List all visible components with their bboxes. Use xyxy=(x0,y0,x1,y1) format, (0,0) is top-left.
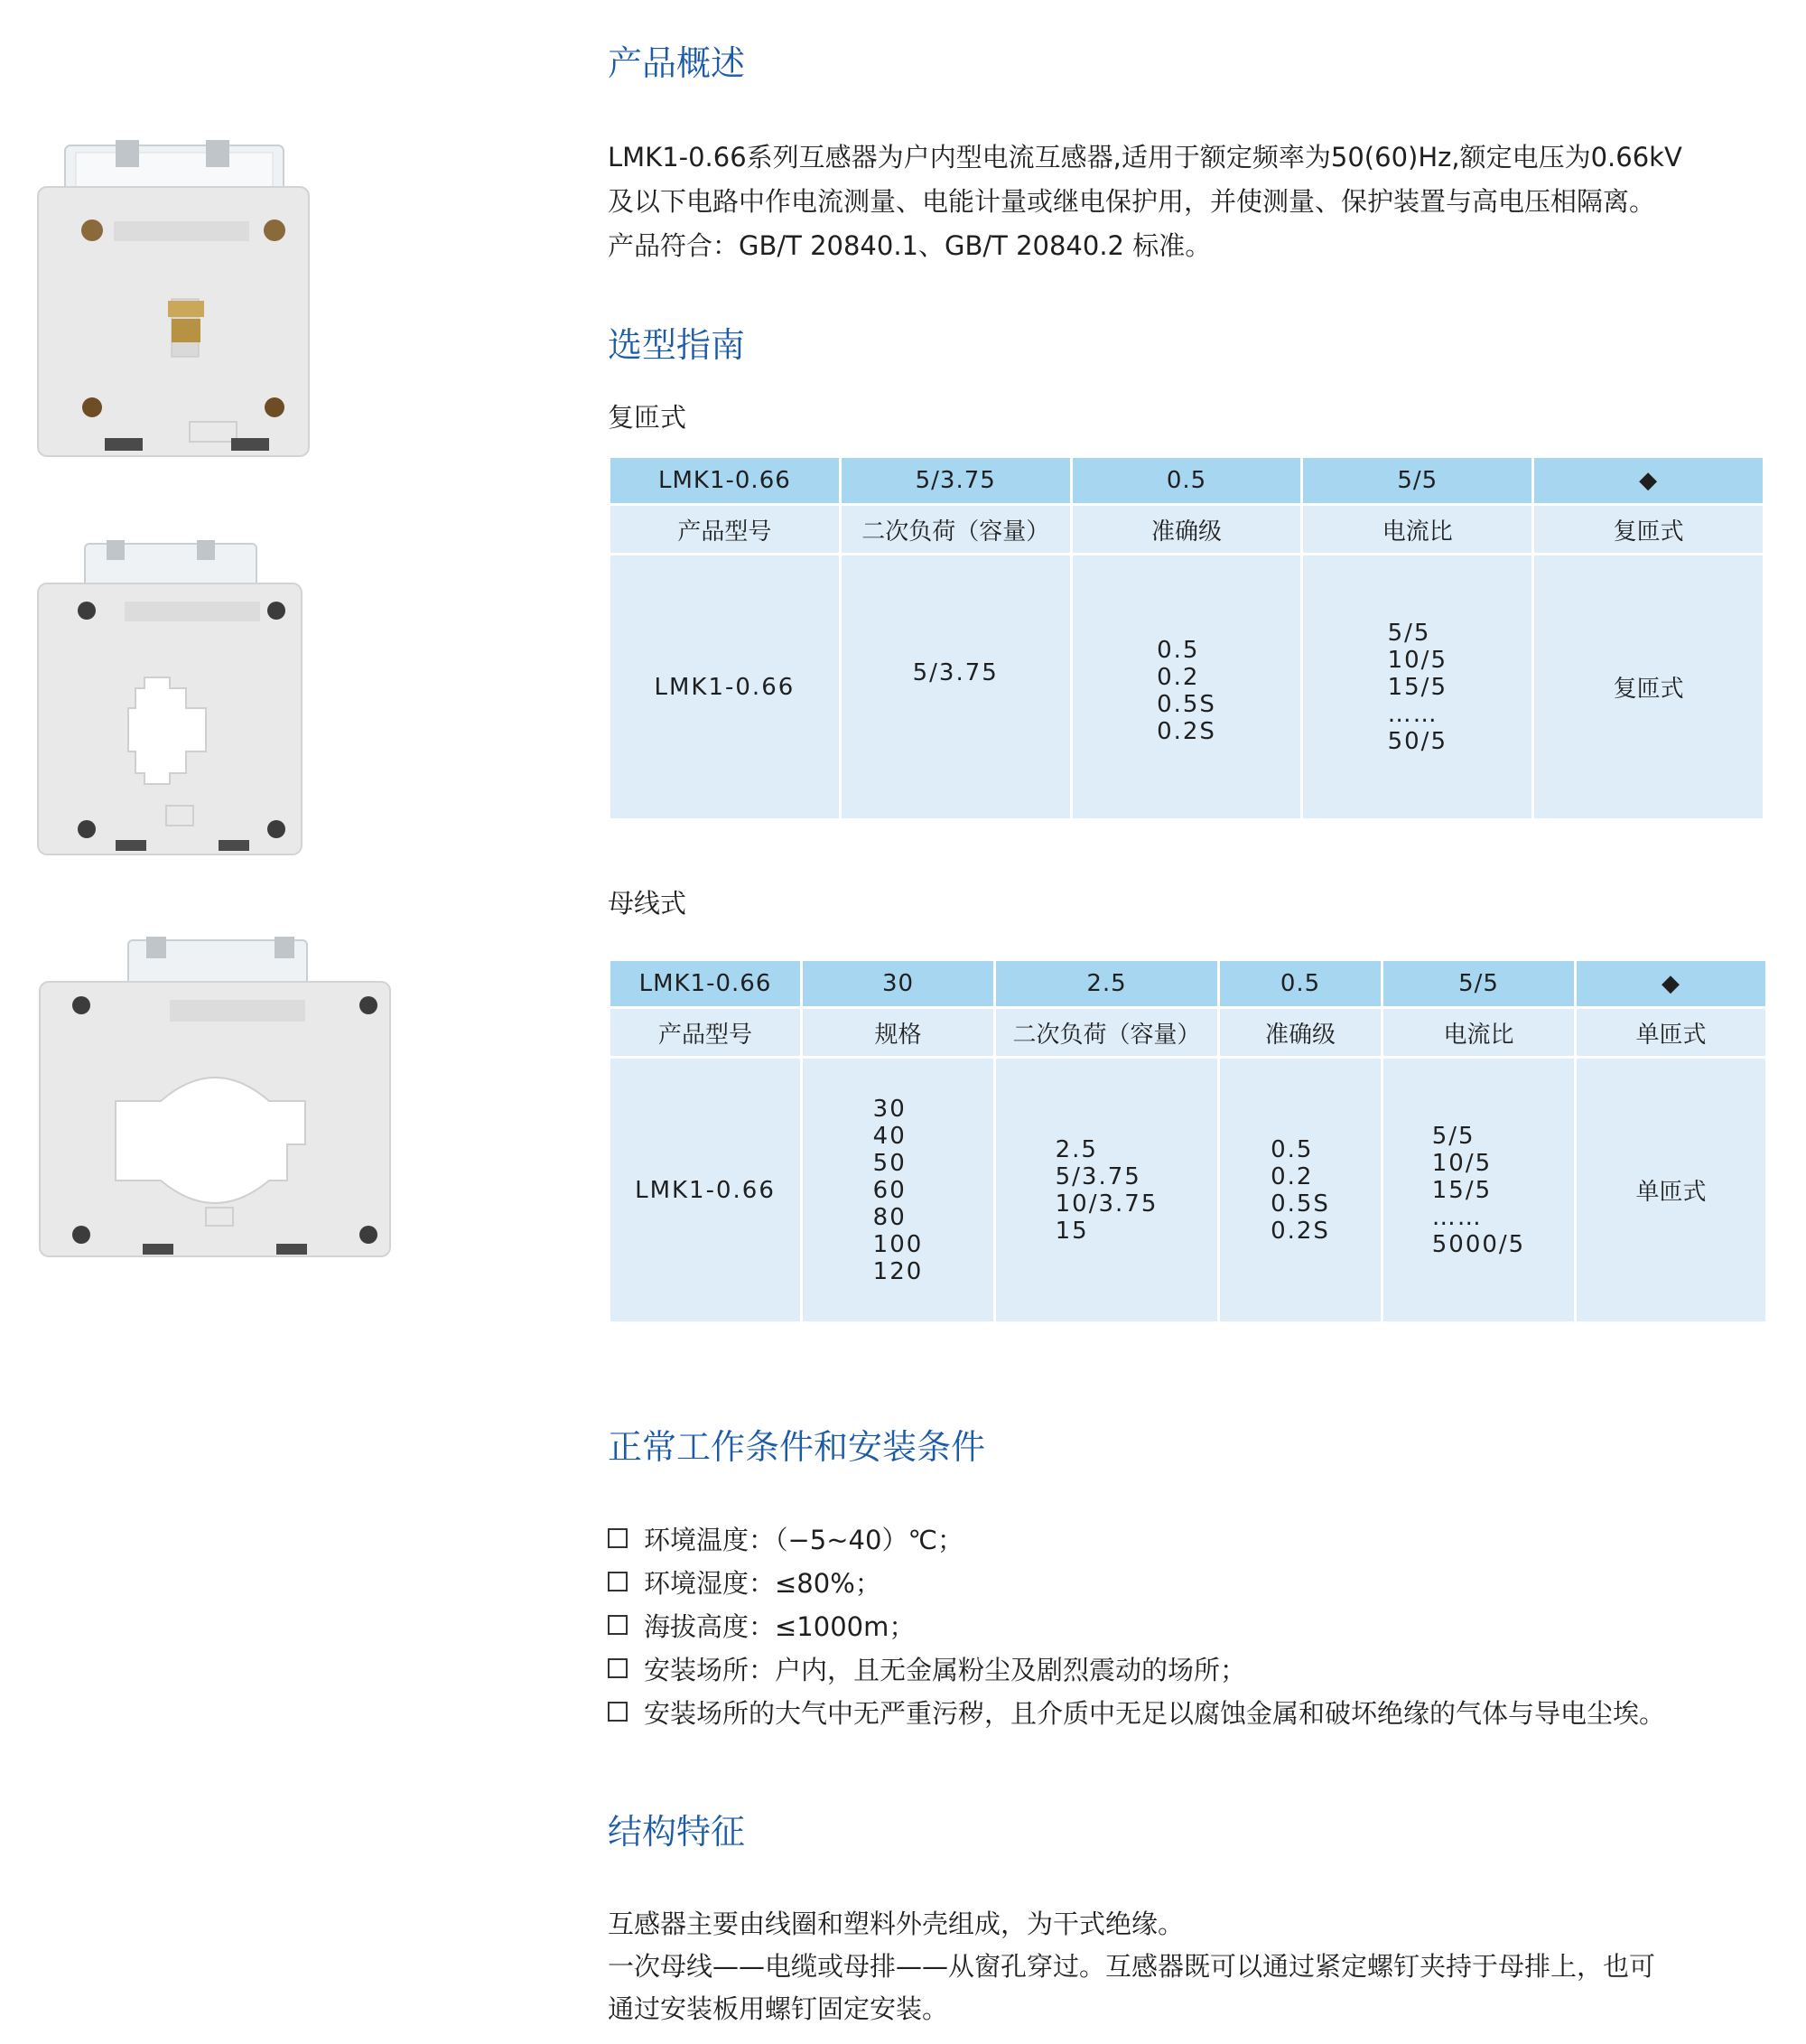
condition-text: 环境温度：（−5~40）℃； xyxy=(644,1524,964,1555)
load-value: 5/3.75 xyxy=(1055,1162,1141,1190)
product-image-multi-turn xyxy=(34,540,305,865)
list-item xyxy=(608,1603,1665,1647)
conditions-list xyxy=(608,1517,1665,1733)
accuracy-value: 0.2 xyxy=(1271,1162,1314,1190)
table-cell: 电流比 xyxy=(1382,1008,1576,1058)
table-header-row xyxy=(610,457,1764,505)
table-header-row xyxy=(610,960,1767,1008)
table-cell: 2.5 xyxy=(995,960,1219,1008)
table-cell: 准确级 xyxy=(1071,505,1302,555)
list-item xyxy=(608,1690,1665,1733)
table-cell: 0.5 xyxy=(1219,960,1382,1008)
accuracy-value: 0.2S xyxy=(1157,717,1216,745)
spec-value: 100 xyxy=(872,1230,924,1258)
selection-title: 选型指南 xyxy=(608,325,746,365)
accuracy-value: 0.5 xyxy=(1157,636,1200,664)
ratio-value: 15/5 xyxy=(1431,1176,1493,1204)
checkbox-icon xyxy=(608,1615,628,1635)
overview-text xyxy=(608,135,1682,268)
ratio-value: 10/5 xyxy=(1387,646,1448,674)
ratio-cell xyxy=(1302,555,1533,820)
table-cell: 30 xyxy=(802,960,995,1008)
table-cell: 产品型号 xyxy=(610,505,841,555)
table-cell: 0.5 xyxy=(1071,457,1302,505)
load-value: 15 xyxy=(1055,1217,1089,1245)
overview-title: 产品概述 xyxy=(608,43,746,83)
checkbox-icon xyxy=(608,1702,628,1722)
accuracy-cell xyxy=(1071,555,1302,820)
load-value: 10/3.75 xyxy=(1055,1190,1159,1218)
table-label-row xyxy=(610,1008,1767,1058)
table-cell: 电流比 xyxy=(1302,505,1533,555)
type-cell: 复匝式 xyxy=(1533,555,1764,820)
table2-label: 母线式 xyxy=(608,888,687,919)
load-value: 5/3.75 xyxy=(912,658,999,686)
list-item xyxy=(608,1517,1665,1560)
structure-line: 通过安装板用螺钉固定安装。 xyxy=(608,1993,949,2024)
accuracy-value: 0.2S xyxy=(1271,1217,1330,1245)
structure-title: 结构特征 xyxy=(608,1812,746,1852)
diamond-marker: ◆ xyxy=(1576,960,1767,1008)
ratio-value: …… xyxy=(1431,1203,1483,1231)
accuracy-value: 0.5S xyxy=(1271,1190,1330,1218)
checkbox-icon xyxy=(608,1658,628,1678)
spec-value: 80 xyxy=(872,1203,907,1231)
diamond-marker: ◆ xyxy=(1533,457,1764,505)
table-cell: 5/5 xyxy=(1302,457,1533,505)
spec-value: 50 xyxy=(872,1149,907,1177)
load-cell xyxy=(840,555,1071,820)
ratio-value: 15/5 xyxy=(1387,673,1448,701)
table-label-row xyxy=(610,505,1764,555)
condition-text: 环境湿度：≤80%； xyxy=(644,1567,881,1599)
accuracy-value: 0.5 xyxy=(1271,1135,1314,1163)
table-row xyxy=(610,1058,1767,1323)
ratio-value: 5/5 xyxy=(1387,619,1431,647)
list-item xyxy=(608,1560,1665,1603)
overview-line: 及以下电路中作电流测量、电能计量或继电保护用，并使测量、保护装置与高电压相隔离。 xyxy=(608,186,1656,217)
product-image-busbar xyxy=(34,937,396,1271)
type-cell: 单匝式 xyxy=(1576,1058,1767,1323)
model-cell: LMK1-0.66 xyxy=(610,1058,802,1323)
table-cell: 规格 xyxy=(802,1008,995,1058)
table-cell: 二次负荷（容量） xyxy=(995,1008,1219,1058)
list-item xyxy=(608,1647,1665,1690)
load-cell xyxy=(995,1058,1219,1323)
table-row xyxy=(610,555,1764,820)
table-cell: LMK1-0.66 xyxy=(610,457,841,505)
condition-text: 安装场所：户内，且无金属粉尘及剧烈震动的场所； xyxy=(644,1654,1247,1685)
accuracy-cell xyxy=(1219,1058,1382,1323)
table-cell: 复匝式 xyxy=(1533,505,1764,555)
overview-line: LMK1-0.66系列互感器为户内型电流互感器,适用于额定频率为50(60)Hz,额定电压为0.66kV xyxy=(608,142,1682,173)
accuracy-value: 0.5S xyxy=(1157,690,1216,718)
checkbox-icon xyxy=(608,1528,628,1548)
conditions-title: 正常工作条件和安装条件 xyxy=(608,1427,986,1467)
ratio-value: …… xyxy=(1387,700,1438,728)
selection-table-multi-turn xyxy=(608,455,1765,821)
load-value: 2.5 xyxy=(1055,1135,1098,1163)
table1-label: 复匝式 xyxy=(608,402,687,433)
ratio-value: 50/5 xyxy=(1387,727,1448,755)
spec-cell xyxy=(802,1058,995,1323)
ratio-value: 10/5 xyxy=(1431,1149,1493,1177)
condition-text: 安装场所的大气中无严重污秽，且介质中无足以腐蚀金属和破坏绝缘的气体与导电尘埃。 xyxy=(644,1697,1666,1729)
condition-text: 海拔高度：≤1000m； xyxy=(644,1610,916,1642)
structure-line: 一次母线——电缆或母排——从窗孔穿过。互感器既可以通过紧定螺钉夹持于母排上，也可 xyxy=(608,1951,1656,1982)
table-cell: 5/5 xyxy=(1382,960,1576,1008)
structure-line: 互感器主要由线圈和塑料外壳组成，为干式绝缘。 xyxy=(608,1909,1185,1939)
ratio-value: 5000/5 xyxy=(1431,1230,1526,1258)
product-image-terminal-type xyxy=(34,140,314,465)
structure-text xyxy=(608,1903,1655,2030)
spec-value: 60 xyxy=(872,1176,907,1204)
ratio-cell xyxy=(1382,1058,1576,1323)
selection-table-busbar xyxy=(608,958,1768,1324)
checkbox-icon xyxy=(608,1572,628,1591)
table-cell: LMK1-0.66 xyxy=(610,960,802,1008)
table-cell: 二次负荷（容量） xyxy=(840,505,1071,555)
table-cell: 准确级 xyxy=(1219,1008,1382,1058)
overview-line: 产品符合：GB/T 20840.1、GB/T 20840.2 标准。 xyxy=(608,230,1212,261)
spec-value: 40 xyxy=(872,1122,907,1150)
table-cell: 5/3.75 xyxy=(840,457,1071,505)
accuracy-value: 0.2 xyxy=(1157,663,1200,691)
spec-value: 120 xyxy=(872,1257,924,1285)
table-cell: 单匝式 xyxy=(1576,1008,1767,1058)
model-cell: LMK1-0.66 xyxy=(610,555,841,820)
ratio-value: 5/5 xyxy=(1431,1122,1476,1150)
spec-value: 30 xyxy=(872,1095,907,1123)
table-cell: 产品型号 xyxy=(610,1008,802,1058)
